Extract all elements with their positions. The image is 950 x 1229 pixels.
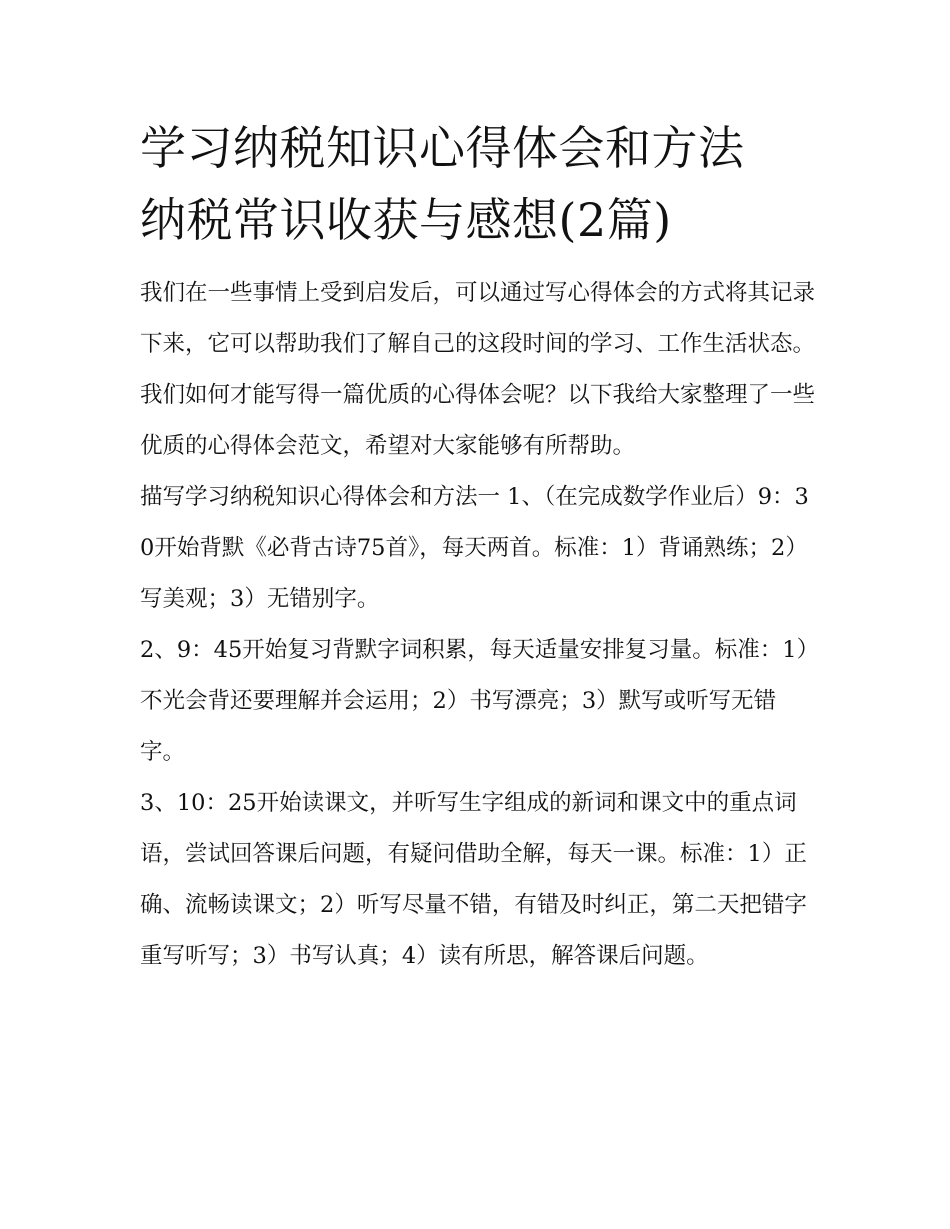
paragraph-item-1: 描写学习纳税知识心得体会和方法一 1、（在完成数学作业后）9：30开始背默《必背古诗75首》，每天两首。标准：1）背诵熟练；2）写美观；3）无错别字。 <box>140 484 809 612</box>
title-line-2: 纳税常识收获与感想(2篇) <box>140 193 672 247</box>
paragraph-intro: 我们在一些事情上受到启发后，可以通过写心得体会的方式将其记录下来，它可以帮助我们了解自己的这段时间的学习、工作生活状态。我们如何才能写得一篇优质的心得体会呢？以下我给大家整理了一些优质的心得体会范文，希望对大家能够有所帮助。 <box>140 280 816 459</box>
document-title <box>140 112 820 256</box>
title-line-1: 学习纳税知识心得体会和方法 <box>140 121 745 175</box>
paragraph-item-3: 3、10：25开始读课文，并听写生字组成的新词和课文中的重点词语，尝试回答课后问题，有疑问借助全解，每天一课。标准：1）正确、流畅读课文；2）听写尽量不错，有错及时纠正，第二天把错字重写听写；3）书写认真；4）读有所思，解答课后问题。 <box>140 790 807 969</box>
document-body <box>140 268 820 982</box>
paragraph-item-2: 2、9：45开始复习背默字词积累，每天适量安排复习量。标准：1）不光会背还要理解并会运用；2）书写漂亮；3）默写或听写无错字。 <box>140 637 820 765</box>
document-page <box>140 112 820 982</box>
